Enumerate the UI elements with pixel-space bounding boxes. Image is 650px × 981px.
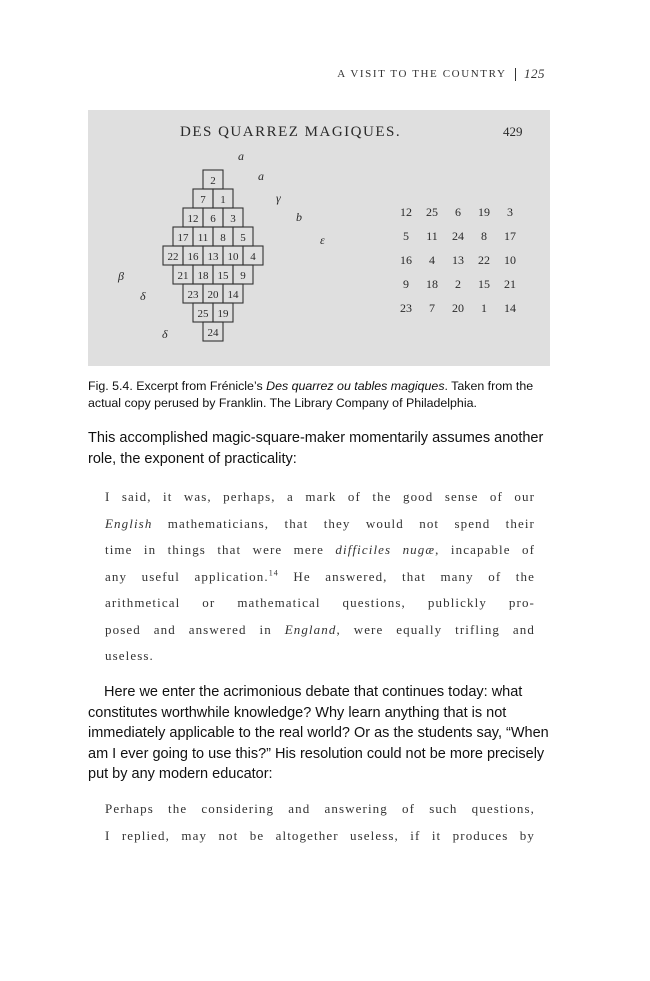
block-quote-2 (105, 796, 535, 849)
quote1-line-4-pre: any useful application. (105, 568, 269, 584)
diamond-number: 21 (177, 270, 189, 282)
diamond-number: 1 (220, 194, 226, 206)
diamond-number: 16 (187, 251, 199, 263)
square-number: 15 (478, 277, 490, 291)
square-number: 6 (455, 205, 461, 219)
square-number: 22 (478, 253, 490, 267)
diamond-number: 4 (250, 251, 256, 263)
quote1-line-7: useless. (105, 648, 154, 663)
square-number: 20 (452, 301, 464, 315)
diamond-number: 11 (197, 232, 209, 244)
diamond-number: 6 (210, 213, 216, 225)
diamond-number: 19 (217, 308, 229, 320)
square-number: 10 (504, 253, 516, 267)
quote1-line-4-post: He answered, that many of the (278, 568, 535, 584)
figure-letter: a (258, 169, 264, 183)
diamond-number: 24 (207, 327, 219, 339)
square-number: 25 (426, 205, 438, 219)
square-number: 4 (429, 253, 435, 267)
diamond-number: 5 (240, 232, 246, 244)
quote1-line-3 (105, 537, 535, 564)
square-number: 14 (504, 301, 516, 315)
quote1-line-1: I said, it was, perhaps, a mark of the good sense of our (105, 489, 535, 504)
figure-letter: δ (162, 327, 168, 341)
quote1-english: English (105, 515, 153, 531)
diamond-number: 23 (187, 289, 199, 301)
diamond-number: 3 (230, 213, 236, 225)
figure-letter: γ (276, 191, 281, 205)
square-number: 19 (478, 205, 490, 219)
figure-letter: ε (320, 233, 325, 247)
quote1-line-6-pre: posed and answered in (105, 621, 285, 637)
diamond-number: 2 (210, 175, 216, 187)
figure-letter: β (118, 269, 124, 283)
square-number: 5 (403, 229, 409, 243)
page-number: 125 (524, 66, 545, 81)
quote1-line-2-text: mathematicians, that they would not spend their (152, 515, 535, 531)
quote1-latin: difficiles nugæ (335, 542, 436, 557)
figure-caption (88, 378, 558, 411)
figure-magic-squares (88, 110, 550, 366)
quote2-line-1: Perhaps the considering and answering of such questions, (105, 801, 535, 816)
quote1-line-6 (105, 617, 535, 644)
running-title: A VISIT TO THE COUNTRY (337, 68, 507, 80)
square-number: 21 (504, 277, 516, 291)
diamond-number: 14 (227, 289, 239, 301)
diamond-number: 12 (187, 213, 199, 225)
figure-illustration (88, 110, 550, 366)
paragraph-1: This accomplished magic-square-maker momentarily assumes another role, the exponent of practicality: (88, 430, 544, 467)
caption-prefix: Fig. 5.4. Excerpt from Frénicle’s (88, 379, 267, 393)
figure-letter: b (296, 210, 302, 224)
diamond-number: 15 (217, 270, 229, 282)
diamond-number: 20 (207, 289, 219, 301)
quote1-line-2 (105, 511, 535, 538)
square-grid (400, 205, 516, 315)
figure-letter: δ (140, 289, 146, 303)
square-number: 1 (481, 301, 487, 315)
square-number: 8 (481, 229, 487, 243)
square-number: 17 (504, 229, 516, 243)
square-number: 23 (400, 301, 412, 315)
diamond-number: 8 (220, 232, 226, 244)
square-number: 13 (452, 253, 464, 267)
diamond-number: 10 (227, 251, 239, 263)
diamond-grid (163, 170, 263, 341)
square-number: 24 (452, 229, 464, 243)
paragraph-2: Here we enter the acrimonious debate that continues today: what constitutes worthwhile knowledge? Why learn anything that is not immediately applicable to the real world? Or as the students say, “When am I ever going to use this?” His resolution could not be more precisely put by any modern educator: (88, 684, 549, 782)
running-header (337, 66, 545, 82)
diamond-number: 9 (240, 270, 246, 282)
square-number: 11 (426, 229, 438, 243)
figure-title: DES QUARREZ MAGIQUES. (180, 124, 402, 140)
block-quote-1 (105, 484, 535, 670)
footnote-marker: 14 (268, 568, 279, 578)
figure-letter: a (238, 149, 244, 163)
quote1-england: England (284, 621, 337, 637)
figure-page-number: 429 (503, 124, 523, 139)
square-number: 12 (400, 205, 412, 219)
quote1-line-3-post: , incapable of (435, 542, 535, 557)
quote1-line-6-post: , were equally trifling and (336, 621, 535, 637)
header-divider (515, 68, 517, 81)
diamond-number: 17 (177, 232, 189, 244)
diamond-number: 25 (197, 308, 209, 320)
quote1-line-5: arithmetical or mathematical questions, publickly pro- (105, 595, 535, 610)
square-number: 2 (455, 277, 461, 291)
diamond-number: 7 (200, 194, 206, 206)
diamond-number: 22 (167, 251, 179, 263)
square-number: 18 (426, 277, 438, 291)
caption-title: Des quarrez ou tables magiques (266, 379, 445, 393)
diamond-number: 13 (207, 251, 219, 263)
caption-suffix: . Taken from the actual copy perused by Franklin. The Library Company of Philadelphia. (88, 379, 534, 410)
quote1-line-3-pre: time in things that were mere (105, 542, 336, 557)
quote2-line-2: I replied, may not be altogether useless, if it produces by (105, 827, 535, 843)
diamond-number: 18 (197, 270, 209, 282)
square-number: 16 (400, 253, 412, 267)
square-number: 9 (403, 277, 409, 291)
square-number: 7 (429, 301, 435, 315)
quote1-line-4 (105, 564, 535, 591)
square-number: 3 (507, 205, 513, 219)
